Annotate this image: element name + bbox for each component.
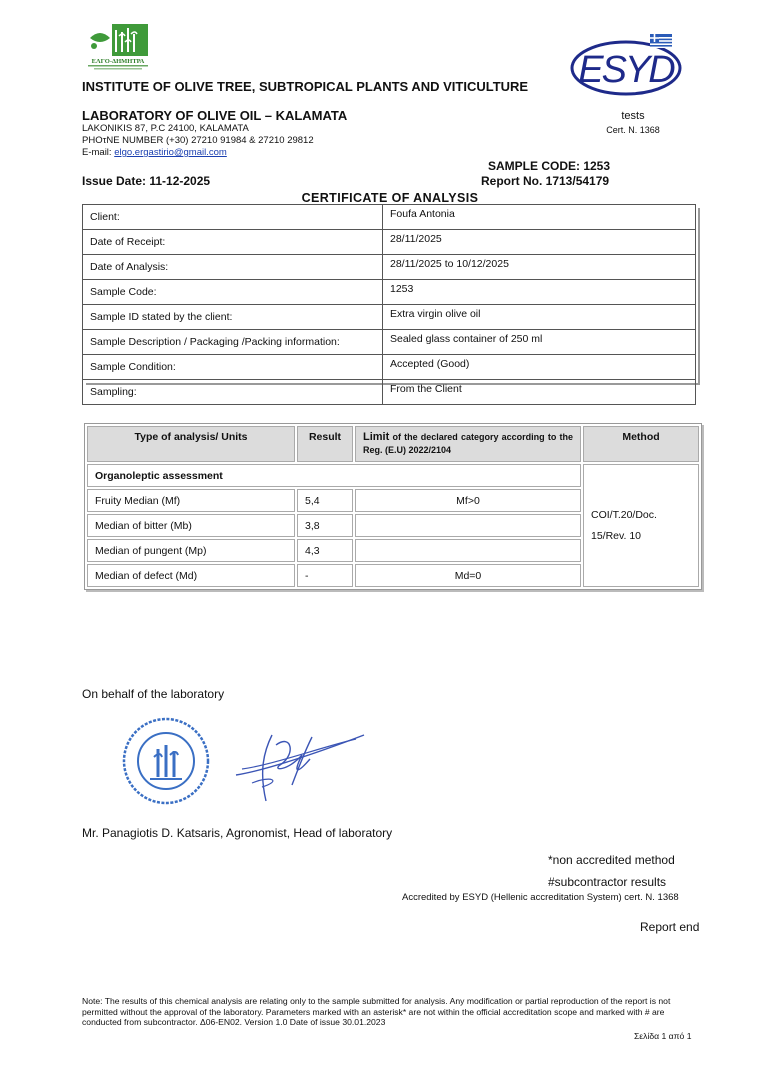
institute-name: INSTITUTE OF OLIVE TREE, SUBTROPICAL PLANTS AND VITICULTURE <box>82 79 529 94</box>
results-header-row <box>87 426 699 462</box>
accreditation-scope: tests <box>621 110 645 122</box>
results-table <box>84 423 702 590</box>
info-label: Sample Condition: <box>83 355 383 380</box>
table-row <box>83 280 696 305</box>
table-row <box>83 380 696 405</box>
laboratory-name: LABORATORY OF OLIVE OIL – KALAMATA <box>82 108 348 123</box>
subcontractor-note: #subcontractor results <box>548 875 667 889</box>
accreditation-cert: Cert. N. 1368 <box>606 125 660 135</box>
method-line: 15/Rev. 10 <box>591 529 642 542</box>
header-limit-text: of the declared category according to the Reg. (E.U) 2022/2104 <box>363 432 573 455</box>
analysis-result: 5,4 <box>297 489 353 512</box>
info-value: Accepted (Good) <box>383 355 696 380</box>
accreditation-info <box>600 109 666 137</box>
header-limit-bold: Limit <box>363 431 390 443</box>
laboratory-contact <box>82 123 314 159</box>
elgo-dimitra-logo <box>86 22 150 72</box>
analysis-result: 3,8 <box>297 514 353 537</box>
svg-text:ESYD: ESYD <box>578 49 674 91</box>
esyd-logo <box>570 32 686 96</box>
info-value: Extra virgin olive oil <box>383 305 696 330</box>
info-label: Sample Code: <box>83 280 383 305</box>
section-row <box>87 464 699 487</box>
table-row <box>83 355 696 380</box>
table-row <box>83 230 696 255</box>
email-link[interactable]: elgo.ergastirio@gmail.com <box>114 147 227 158</box>
analysis-limit: Md=0 <box>355 564 581 587</box>
analysis-limit: Mf>0 <box>355 489 581 512</box>
table-row <box>83 255 696 280</box>
analysis-result: - <box>297 564 353 587</box>
signature-icon <box>232 725 368 805</box>
info-value: Foufa Antonia <box>383 205 696 230</box>
info-label: Client: <box>83 205 383 230</box>
analysis-name: Median of defect (Md) <box>87 564 295 587</box>
info-label: Sample ID stated by the client: <box>83 305 383 330</box>
analysis-name: Fruity Median (Mf) <box>87 489 295 512</box>
disclaimer-note: Note: The results of this chemical analysis are relating only to the sample submitted for analysis. Any modification or partial reproduction of the report is not permitted without the approval of the laboratory. Parameters marked with an asterisk* are not within the official accreditation scope and marked with # are conducted from subcontractor. Δ06-EN02. Version 1.0 Date of issue 30.01.2023 <box>82 996 671 1027</box>
document-title: CERTIFICATE OF ANALYSIS <box>301 191 479 205</box>
report-number: Report No. 1713/54179 <box>481 174 610 188</box>
info-value: 28/11/2025 <box>383 230 696 255</box>
sample-info-table <box>82 204 696 405</box>
info-value: 1253 <box>383 280 696 305</box>
info-label: Sampling: <box>83 380 383 405</box>
issue-date: Issue Date: 11-12-2025 <box>82 174 211 188</box>
svg-text:ΕΛΓΟ-ΔΗΜΗΤΡΑ: ΕΛΓΟ-ΔΗΜΗΤΡΑ <box>91 58 145 65</box>
table-row <box>83 205 696 230</box>
laboratory-stamp-icon <box>120 715 212 807</box>
header-result: Result <box>297 426 353 462</box>
header-limit <box>355 426 581 462</box>
non-accredited-note: *non accredited method <box>548 853 675 867</box>
method-cell <box>583 464 699 587</box>
info-value: From the Client <box>383 380 696 405</box>
info-value: Sealed glass container of 250 ml <box>383 330 696 355</box>
info-value: 28/11/2025 to 10/12/2025 <box>383 255 696 280</box>
phone: PHOτNE NUMBER (+30) 27210 91984 & 27210 29812 <box>82 135 314 146</box>
analysis-name: Median of pungent (Mp) <box>87 539 295 562</box>
analysis-limit <box>355 539 581 562</box>
legend-notes <box>548 849 675 893</box>
address: LAKONIKIS 87, P.C 24100, KALAMATA <box>82 123 249 134</box>
report-end: Report end <box>640 920 700 934</box>
email-label: E-mail: <box>82 147 112 158</box>
header-method: Method <box>583 426 699 462</box>
analysis-name: Median of bitter (Mb) <box>87 514 295 537</box>
sample-code-header: SAMPLE CODE: 1253 <box>488 159 611 173</box>
analysis-limit <box>355 514 581 537</box>
table-row <box>83 305 696 330</box>
info-label: Date of Receipt: <box>83 230 383 255</box>
on-behalf-text: On behalf of the laboratory <box>82 687 225 701</box>
section-title: Organoleptic assessment <box>87 464 581 487</box>
header-type: Type of analysis/ Units <box>87 426 295 462</box>
table-row <box>83 330 696 355</box>
info-label: Sample Description / Packaging /Packing information: <box>83 330 383 355</box>
accreditation-statement: Accredited by ESYD (Hellenic accreditation System) cert. N. 1368 <box>402 892 679 903</box>
email-line <box>82 147 314 159</box>
analysis-result: 4,3 <box>297 539 353 562</box>
info-label: Date of Analysis: <box>83 255 383 280</box>
page-number: Σελίδα 1 από 1 <box>634 1031 692 1041</box>
method-line: COI/T.20/Doc. <box>591 508 657 521</box>
head-of-laboratory: Mr. Panagiotis D. Katsaris, Agronomist, Head of laboratory <box>82 826 393 840</box>
